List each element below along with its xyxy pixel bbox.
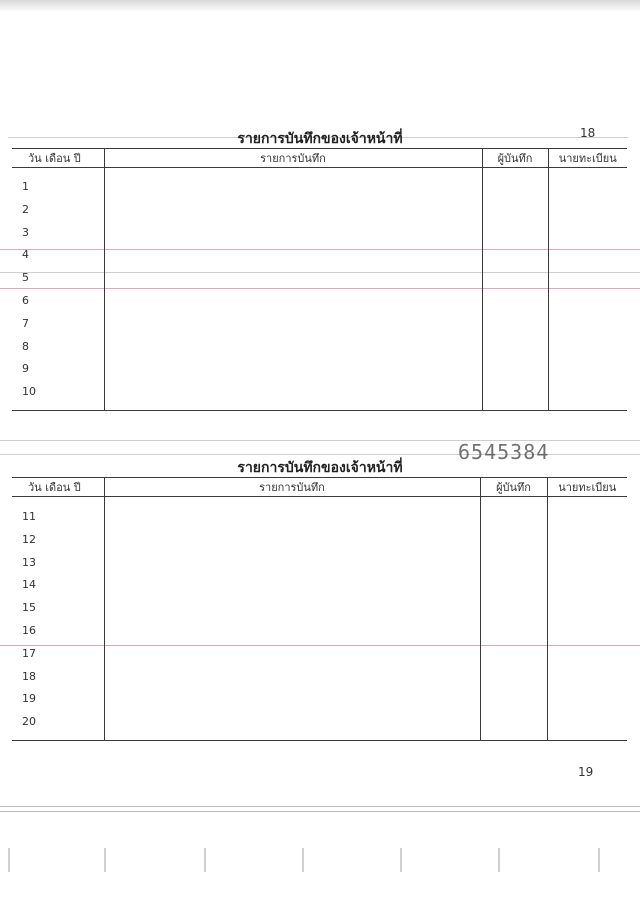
recorder-column <box>482 168 548 411</box>
row-number: 19 <box>22 692 36 706</box>
column-header-entry: รายการบันทึก <box>104 149 482 168</box>
log-table-1 <box>12 148 627 411</box>
page-number-top: 18 <box>580 126 596 140</box>
column-header-date: วัน เดือน ปี <box>12 478 104 497</box>
column-header-registrar: นายทะเบียน <box>548 149 627 168</box>
recorder-column <box>480 497 547 741</box>
row-number: 2 <box>22 202 29 216</box>
registrar-column <box>547 497 627 741</box>
row-number: 5 <box>22 271 29 285</box>
sheet-title: รายการบันทึกของเจ้าหน้าที่ <box>237 460 403 476</box>
page-bottom-edge <box>0 806 640 807</box>
column-header-recorder: ผู้บันทึก <box>482 149 548 168</box>
row-number: 3 <box>22 225 29 239</box>
row-number: 7 <box>22 316 29 330</box>
row-number: 8 <box>22 339 29 353</box>
row-number: 17 <box>22 646 36 660</box>
binding-mark <box>204 848 206 872</box>
sheet-title: รายการบันทึกของเจ้าหน้าที่ <box>237 131 403 147</box>
binding-mark <box>8 848 10 872</box>
row-number: 12 <box>22 532 36 546</box>
column-header-date: วัน เดือน ปี <box>12 149 104 168</box>
row-number: 9 <box>22 362 29 376</box>
column-header-recorder: ผู้บันทึก <box>480 478 547 497</box>
binding-mark <box>598 848 600 872</box>
binding-mark <box>302 848 304 872</box>
page-bottom-edge <box>0 811 640 812</box>
column-header-entry: รายการบันทึก <box>104 478 480 497</box>
row-number: 16 <box>22 623 36 637</box>
row-number: 4 <box>22 248 29 262</box>
scan-edge <box>0 0 640 12</box>
row-number: 13 <box>22 555 36 569</box>
document-stamp-number: 6545384 <box>458 440 550 464</box>
entry-column <box>104 497 480 741</box>
date-column <box>12 168 104 411</box>
row-number: 11 <box>22 510 36 523</box>
row-number: 10 <box>22 385 36 399</box>
row-number: 6 <box>22 293 29 307</box>
row-number: 14 <box>22 578 36 592</box>
page-number-bottom: 19 <box>578 765 594 779</box>
column-header-registrar: นายทะเบียน <box>547 478 627 497</box>
binding-mark <box>104 848 106 872</box>
row-number: 15 <box>22 601 36 615</box>
log-table-2 <box>12 477 627 741</box>
date-column <box>12 497 104 741</box>
row-number: 20 <box>22 715 36 729</box>
row-number: 1 <box>22 180 29 193</box>
row-number: 18 <box>22 669 36 683</box>
entry-column <box>104 168 482 411</box>
binding-mark <box>400 848 402 872</box>
binding-mark <box>498 848 500 872</box>
registrar-column <box>548 168 627 411</box>
